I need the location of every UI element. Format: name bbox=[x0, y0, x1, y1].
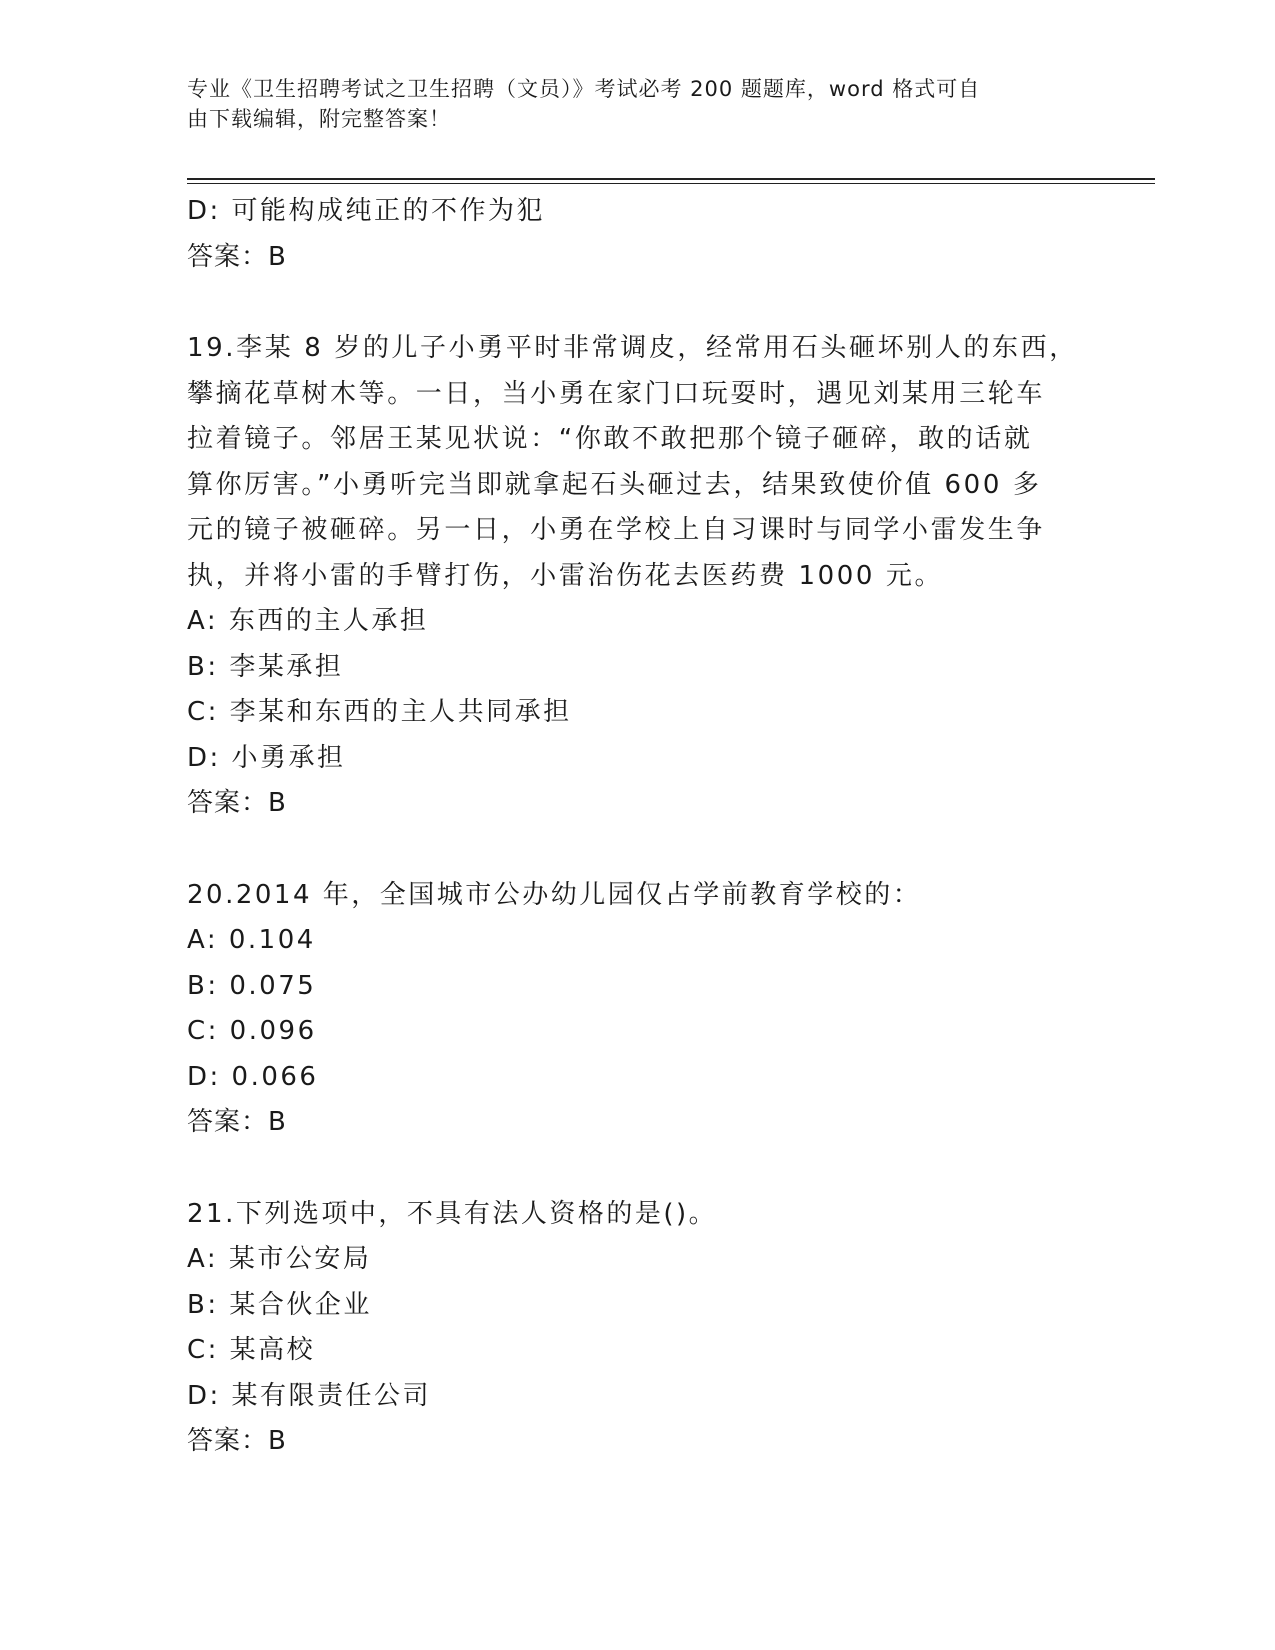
prev-question-tail bbox=[187, 189, 1087, 280]
question-content bbox=[187, 189, 1087, 1465]
option-c: C: 0.096 bbox=[187, 1016, 317, 1046]
header-rule-thin bbox=[187, 183, 1155, 184]
question-stem: 20.2014 年，全国城市公办幼儿园仅占学前教育学校的： bbox=[187, 879, 922, 910]
header-rule-thick bbox=[187, 178, 1155, 180]
stem-line: 执，并将小雷的手臂打伤，小雷治伤花去医药费 1000 元。 bbox=[187, 560, 944, 591]
option-c: C: 某高校 bbox=[187, 1335, 316, 1365]
option-a: A: 0.104 bbox=[187, 925, 316, 955]
option-d: D: 小勇承担 bbox=[187, 742, 346, 773]
question-stem bbox=[187, 326, 1087, 599]
option-b: B: 某合伙企业 bbox=[187, 1289, 372, 1320]
question-19 bbox=[187, 326, 1087, 827]
answer: 答案：B bbox=[187, 1426, 287, 1456]
answer: 答案：B bbox=[187, 1107, 287, 1137]
document-header bbox=[187, 74, 1067, 134]
option-a: A: 东西的主人承担 bbox=[187, 606, 429, 636]
option-c: C: 李某和东西的主人共同承担 bbox=[187, 697, 572, 727]
stem-line: 元的镜子被砸碎。另一日，小勇在学校上自习课时与同学小雷发生争 bbox=[187, 515, 1046, 545]
question-21 bbox=[187, 1192, 1087, 1465]
answer: 答案：B bbox=[187, 241, 287, 272]
stem-line: 攀摘花草树木等。一日，当小勇在家门口玩耍时，遇见刘某用三轮车 bbox=[187, 378, 1046, 409]
option-d: D: 可能构成纯正的不作为犯 bbox=[187, 196, 546, 226]
option-d: D: 某有限责任公司 bbox=[187, 1380, 432, 1411]
option-b: B: 李某承担 bbox=[187, 651, 344, 682]
question-20 bbox=[187, 873, 1087, 1146]
header-line-1: 专业《卫生招聘考试之卫生招聘（文员）》考试必考 200 题题库，word 格式可自 bbox=[187, 77, 981, 101]
question-stem: 21.下列选项中，不具有法人资格的是()。 bbox=[187, 1198, 718, 1229]
stem-line: 算你厉害。”小勇听完当即就拿起石头砸过去，结果致使价值 600 多 bbox=[187, 469, 1042, 500]
stem-line: 19.李某 8 岁的儿子小勇平时非常调皮，经常用石头砸坏别人的东西， bbox=[187, 333, 1078, 363]
option-b: B: 0.075 bbox=[187, 970, 317, 1001]
header-line-2: 由下载编辑，附完整答案！ bbox=[187, 107, 451, 131]
answer: 答案：B bbox=[187, 788, 287, 818]
stem-line: 拉着镜子。邻居王某见状说：“你敢不敢把那个镜子砸碎，敢的话就 bbox=[187, 424, 1033, 454]
option-d: D: 0.066 bbox=[187, 1061, 319, 1092]
option-a: A: 某市公安局 bbox=[187, 1244, 372, 1274]
